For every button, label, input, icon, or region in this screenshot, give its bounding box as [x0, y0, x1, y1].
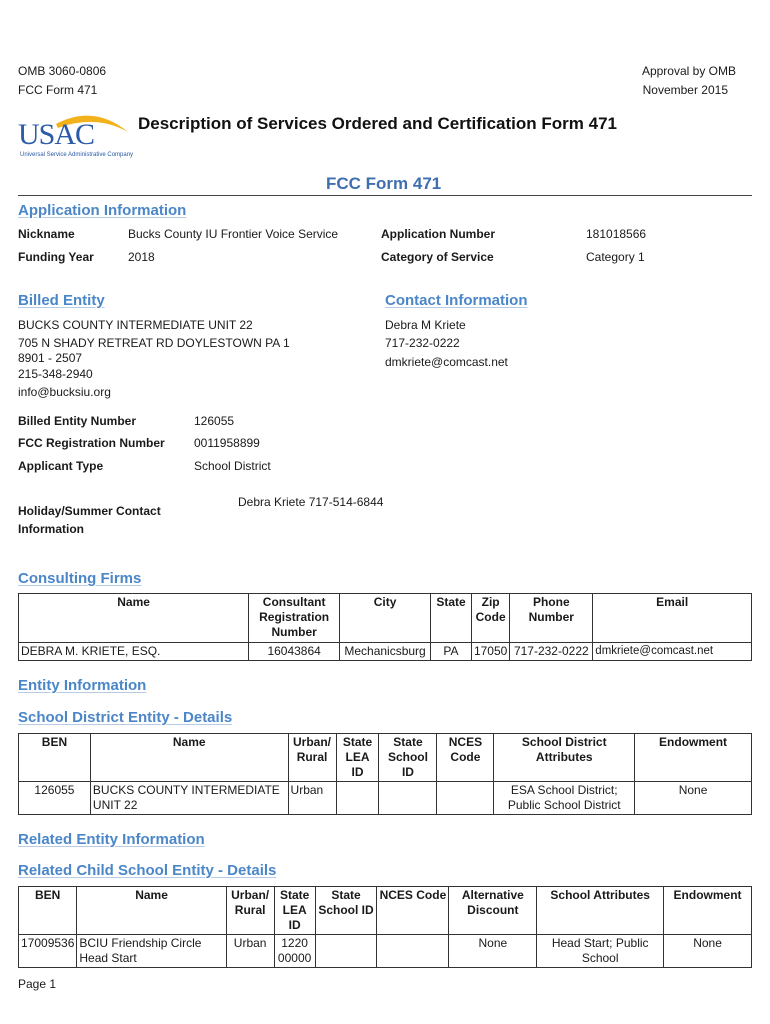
- table-cell: None: [664, 935, 752, 968]
- table-cell: 17009536: [19, 935, 77, 968]
- table-cell: 717-232-0222: [510, 643, 593, 661]
- column-header: Name: [90, 734, 288, 782]
- column-header: State School ID: [379, 734, 437, 782]
- column-header: Endowment: [664, 887, 752, 935]
- table-cell: 16043864: [249, 643, 340, 661]
- page-number: Page 1: [18, 977, 57, 991]
- table-row: [19, 935, 752, 968]
- column-header: School Attributes: [537, 887, 664, 935]
- table-row: [19, 643, 752, 661]
- column-header: Phone Number: [510, 594, 593, 643]
- fcc-registration-value: 0011958899: [194, 436, 260, 450]
- category-label: Category of Service: [381, 250, 494, 264]
- table-cell: 17050: [471, 643, 509, 661]
- related-child-heading: Related Child School Entity - Details: [18, 862, 277, 879]
- table-cell: dmkriete@comcast.net: [593, 643, 752, 661]
- school-district-table: [18, 733, 752, 815]
- table-cell: Head Start; Public School: [537, 935, 664, 968]
- school-district-heading: School District Entity - Details: [18, 709, 233, 726]
- table-header-row: [19, 594, 752, 643]
- column-header: Name: [19, 594, 249, 643]
- table-cell: None: [635, 782, 752, 815]
- billed-entity-phone: 215-348-2940: [18, 367, 93, 381]
- header-divider: [18, 195, 752, 196]
- applicant-type-label: Applicant Type: [18, 459, 104, 473]
- table-cell: Urban: [226, 935, 274, 968]
- approval-text: Approval by OMB: [641, 64, 736, 78]
- consulting-table: [18, 593, 752, 661]
- table-cell: 1220 00000: [274, 935, 315, 968]
- column-header: NCES Code: [377, 887, 449, 935]
- column-header: Endowment: [635, 734, 752, 782]
- nickname-value: Bucks County IU Frontier Voice Service: [128, 227, 339, 241]
- application-heading: Application Information: [18, 202, 187, 219]
- billed-entity-name: BUCKS COUNTY INTERMEDIATE UNIT 22: [18, 318, 253, 332]
- form-number: FCC Form 471: [18, 83, 98, 97]
- table-cell: DEBRA M. KRIETE, ESQ.: [19, 643, 249, 661]
- related-child-table: [18, 886, 752, 968]
- column-header: BEN: [19, 734, 91, 782]
- table-cell: BUCKS COUNTY INTERMEDIATE UNIT 22: [90, 782, 288, 815]
- contact-email: dmkriete@comcast.net: [385, 355, 508, 369]
- applicant-type-value: School District: [194, 459, 271, 473]
- table-cell: [315, 935, 377, 968]
- funding-year-value: 2018: [128, 250, 155, 264]
- column-header: Zip Code: [471, 594, 509, 643]
- consulting-heading: Consulting Firms: [18, 570, 142, 587]
- approval-date: November 2015: [642, 83, 728, 97]
- column-header: State LEA ID: [336, 734, 379, 782]
- column-header: State School ID: [315, 887, 377, 935]
- form-title: FCC Form 471: [326, 174, 442, 193]
- billed-number-value: 126055: [194, 414, 235, 428]
- logo-text: USAC: [18, 118, 95, 151]
- entity-heading: Entity Information: [18, 677, 147, 694]
- table-cell: [377, 935, 449, 968]
- table-header-row: [19, 734, 752, 782]
- category-value: Category 1: [586, 250, 645, 264]
- column-header: Alternative Discount: [449, 887, 537, 935]
- column-header: NCES Code: [437, 734, 494, 782]
- table-cell: PA: [431, 643, 472, 661]
- contact-name: Debra M Kriete: [385, 318, 466, 332]
- table-cell: ESA School District; Public School District: [494, 782, 635, 815]
- column-header: Consultant Registration Number: [249, 594, 340, 643]
- column-header: State LEA ID: [274, 887, 315, 935]
- billed-entity-zip: 8901 - 2507: [18, 351, 83, 365]
- contact-phone: 717-232-0222: [385, 336, 460, 350]
- table-cell: [437, 782, 494, 815]
- billed-entity-address: 705 N SHADY RETREAT RD DOYLESTOWN PA 1: [18, 336, 290, 350]
- billed-number-label: Billed Entity Number: [18, 414, 137, 428]
- column-header: Urban/ Rural: [226, 887, 274, 935]
- table-header-row: [19, 887, 752, 935]
- holiday-value: Debra Kriete 717-514-6844: [238, 495, 384, 509]
- holiday-label-line2: Information: [18, 522, 84, 536]
- column-header: Email: [593, 594, 752, 643]
- table-cell: Urban: [288, 782, 336, 815]
- table-cell: None: [449, 935, 537, 968]
- column-header: Name: [77, 887, 226, 935]
- billed-entity-heading: Billed Entity: [18, 292, 105, 309]
- logo-subtext: Universal Service Administrative Company: [20, 152, 134, 158]
- table-cell: Mechanicsburg: [340, 643, 431, 661]
- omb-number: OMB 3060-0806: [18, 64, 107, 78]
- column-header: School District Attributes: [494, 734, 635, 782]
- contact-heading: Contact Information: [385, 292, 528, 309]
- table-cell: BCIU Friendship Circle Head Start: [77, 935, 226, 968]
- nickname-label: Nickname: [18, 227, 75, 241]
- related-entity-heading: Related Entity Information: [18, 831, 205, 848]
- holiday-label-line1: Holiday/Summer Contact: [18, 504, 161, 518]
- table-cell: [379, 782, 437, 815]
- page-title: Description of Services Ordered and Certification Form 471: [138, 114, 617, 133]
- funding-year-label: Funding Year: [18, 250, 94, 264]
- table-cell: [336, 782, 379, 815]
- app-number-value: 181018566: [586, 227, 647, 241]
- table-cell: 126055: [19, 782, 91, 815]
- app-number-label: Application Number: [381, 227, 496, 241]
- column-header: State: [431, 594, 472, 643]
- column-header: Urban/ Rural: [288, 734, 336, 782]
- column-header: City: [340, 594, 431, 643]
- column-header: BEN: [19, 887, 77, 935]
- fcc-registration-label: FCC Registration Number: [18, 436, 165, 450]
- table-row: [19, 782, 752, 815]
- usac-logo: [16, 110, 136, 164]
- billed-entity-email: info@bucksiu.org: [18, 385, 111, 399]
